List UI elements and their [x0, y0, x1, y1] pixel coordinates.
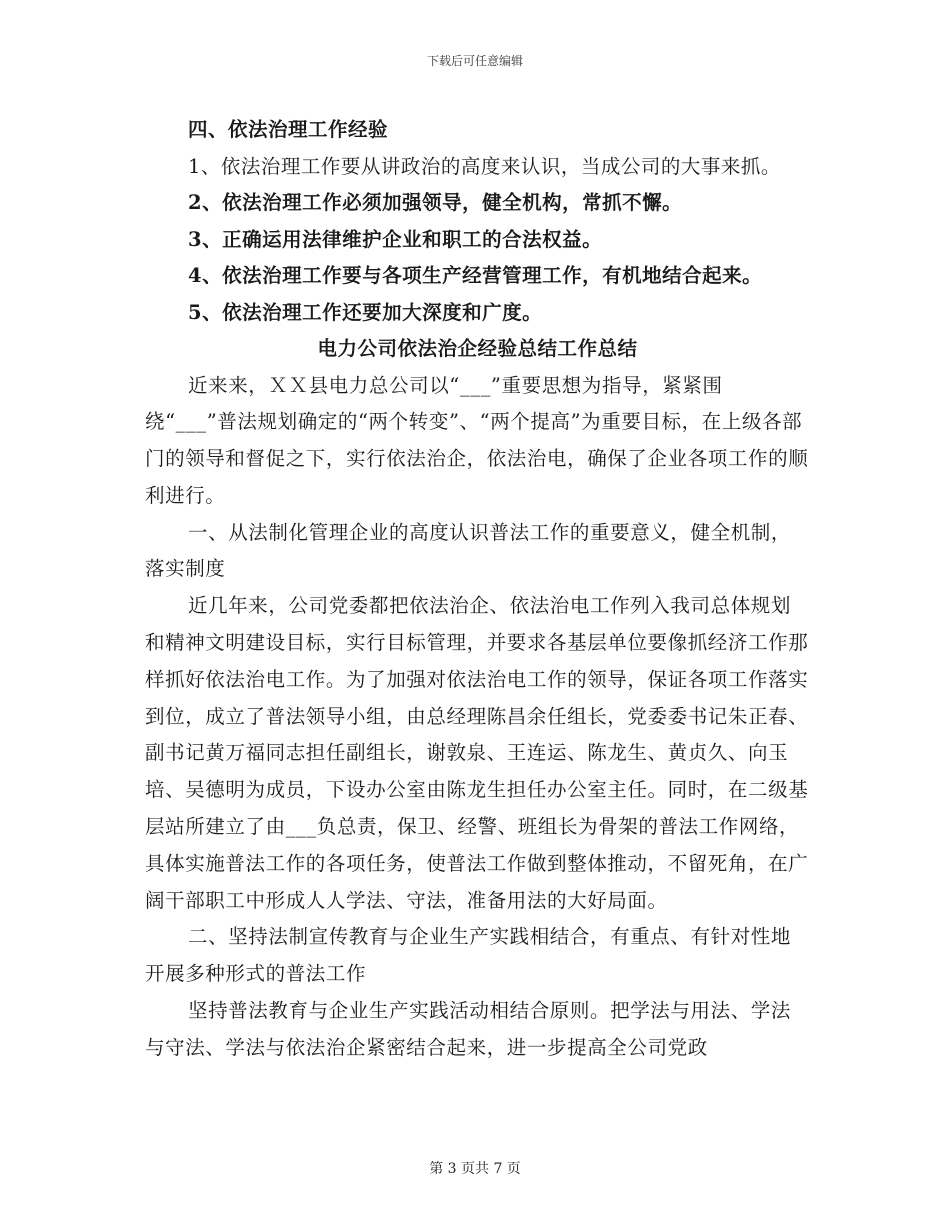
document-body: [145, 112, 810, 1067]
section4-item-4: 4、依法治理工作要与各项生产经营管理工作，有机地结合起来。: [188, 264, 763, 287]
article-title: 电力公司依法治企经验总结工作总结: [317, 337, 638, 360]
article-intro: 近来来，ＸＸ县电力总公司以“___”重要思想为指导，紧紧围绕“___”普法规划确定的“两个转变”、“两个提高”为重要目标，在上级各部门的领导和督促之下，实行依法治企，依法治电，确保了企业各项工作的顺利进行。: [145, 373, 809, 507]
section4-item-2: 2、依法治理工作必须加强领导，健全机构，常抓不懈。: [188, 191, 683, 214]
section1-heading: 一、从法制化管理企业的高度认识普法工作的重要意义，健全机制，落实制度: [145, 520, 792, 581]
page-number: 第 3 页共 7 页: [429, 1161, 521, 1177]
section1-body: 近几年来，公司党委都把依法治企、依法治电工作列入我司总体规划和精神文明建设目标，实行目标管理，并要求各基层单位要像抓经济工作那样抓好依法治电工作。为了加强对依法治电工作的领导，保证各项工作落实到位，成立了普法领导小组，由总经理陈昌余任组长，党委委书记朱正春、副书记黄万福同志担任副组长，谢敦泉、王连运、陈龙生、黄贞久、向玉培、吴德明为成员，下设办公室由陈龙生担任办公室主任。同时，在二级基层站所建立了由___负总责，保卫、经警、班组长为骨架的普法工作网络，具体实施普法工作的各项任务，使普法工作做到整体推动，不留死角，在广阔干部职工中形成人人学法、守法，准备用法的大好局面。: [145, 594, 809, 912]
section4-item-5: 5、依法治理工作还要加大深度和广度。: [188, 300, 543, 324]
header-note: 下载后可任意编辑: [426, 54, 523, 68]
section4-item-1: 1、依法治理工作要从讲政治的高度来认识，当成公司的大事来抓。: [188, 154, 781, 178]
section4-item-3: 3、正确运用法律维护企业和职工的合法权益。: [188, 227, 603, 251]
section2-body: 坚持普法教育与企业生产实践活动相结合原则。把学法与用法、学法与守法、学法与依法治企紧密结合起来，进一步提高全公司党政: [145, 999, 792, 1059]
section2-heading: 二、坚持法制宣传教育与企业生产实践相结合，有重点、有针对性地开展多种形式的普法工作: [145, 925, 792, 986]
section4-heading: 四、依法治理工作经验: [188, 118, 389, 141]
